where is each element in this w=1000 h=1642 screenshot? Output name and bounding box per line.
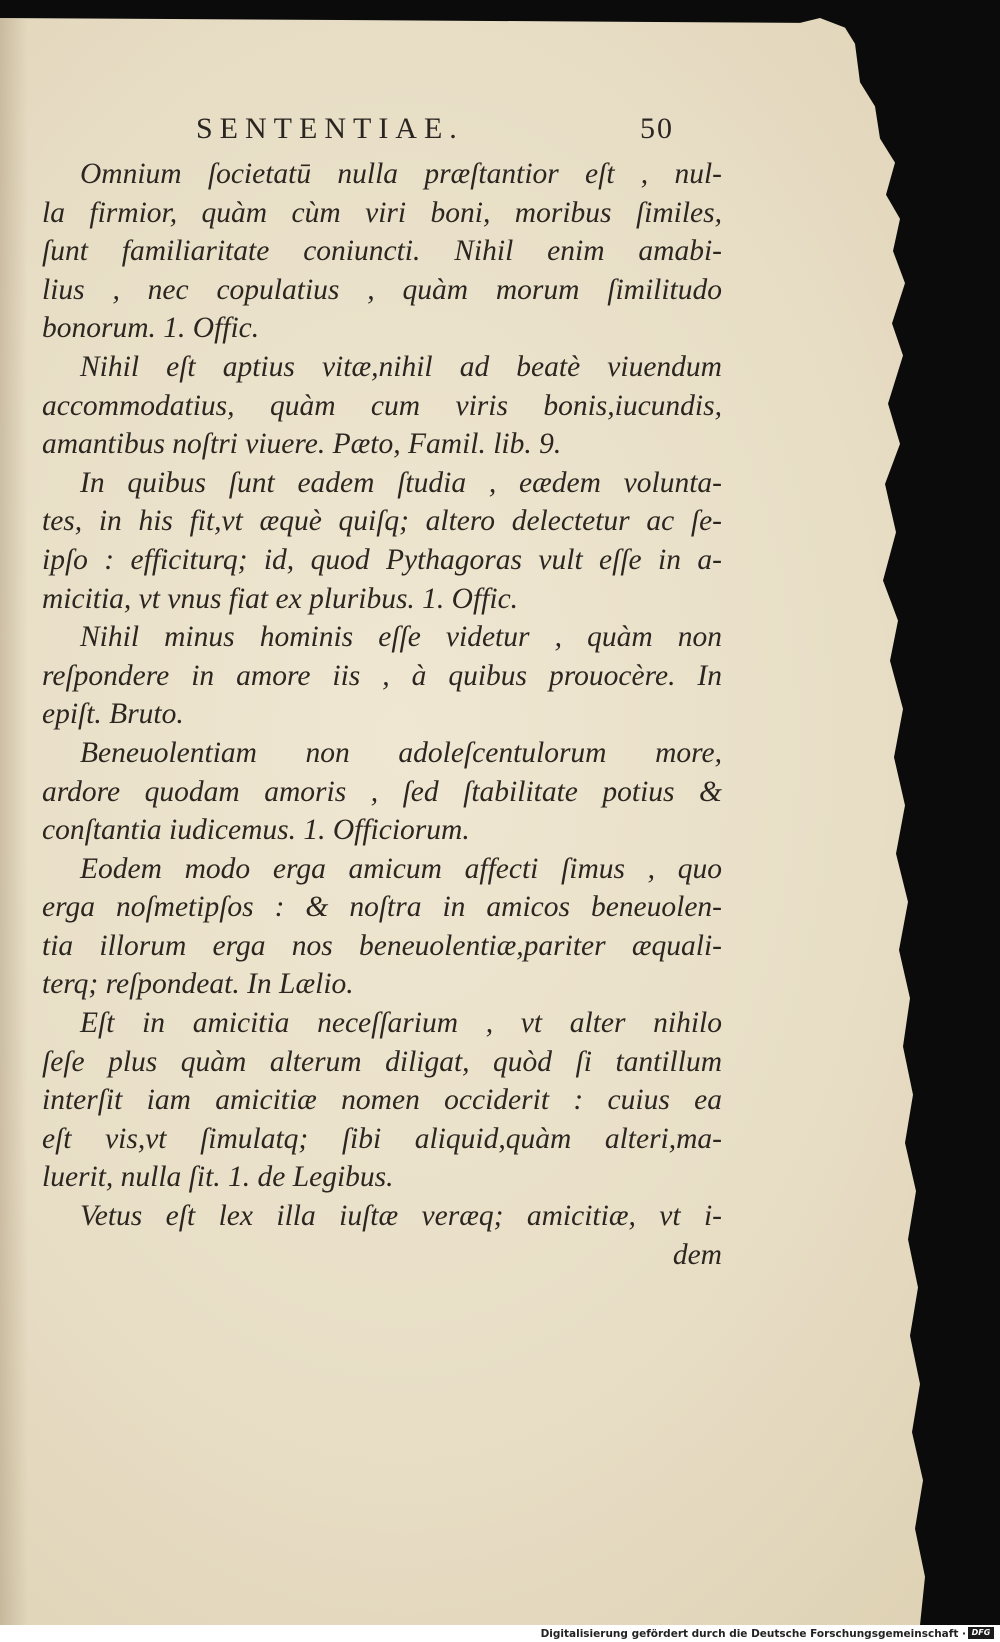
digitization-credit: Digitalisierung gefördert durch die Deutsche Forschungsgemeinschaft · (540, 1628, 966, 1640)
dfg-logo: DFG (968, 1627, 994, 1639)
text-line: lius , nec copulatius , quàm morum ſimilitudo (42, 273, 722, 306)
text-line: micitia, vt vnus fiat ex pluribus. 1. Offic. (42, 582, 519, 615)
text-line: tes, in his fit,vt æquè quiſq; altero delectetur ac ſe- (42, 505, 722, 538)
text-line: ſeſe plus quàm alterum diligat, quòd ſi tantillum (42, 1045, 722, 1078)
text-line: In quibus ſunt eadem ſtudia , eædem volunta- (80, 466, 722, 499)
text-line: Eſt in amicitia neceſſarium , vt alter nihilo (80, 1007, 722, 1040)
page-number: 50 (640, 112, 674, 145)
text-line: luerit, nulla ſit. 1. de Legibus. (42, 1161, 394, 1194)
text-line: Nihil eſt aptius vitæ,nihil ad beatè viuendum (80, 350, 722, 383)
text-line: Vetus eſt lex illa iuſtæ veræq; amicitiæ, vt i- (80, 1200, 722, 1233)
text-line: ardore quodam amoris , ſed ſtabilitate potius & (42, 775, 722, 808)
text-line: ipſo : efficiturq; id, quod Pythagoras vult eſſe in a- (42, 543, 722, 576)
text-line: ſunt familiaritate coniuncti. Nihil enim amabi- (42, 235, 722, 268)
text-line: dem (672, 1238, 722, 1271)
text-line: tia illorum erga nos beneuolentiæ,pariter æquali- (42, 929, 722, 962)
text-line: amantibus noſtri viuere. Pæto, Famil. lib. 9. (42, 428, 562, 461)
text-line: Omnium ſocietatū nulla præſtantior eſt , nul- (80, 158, 722, 190)
text-line: interſit iam amicitiæ nomen occiderit : cuius ea (42, 1084, 722, 1117)
text-line: Eodem modo erga amicum affecti ſimus , quo (80, 852, 722, 885)
gutter-shadow (0, 18, 28, 1625)
running-head-title: SENTENTIAE. (196, 112, 464, 145)
text-line: accommodatius, quàm cum viris bonis,iucundis, (42, 389, 722, 422)
text-line: erga noſmetipſos : & noſtra in amicos beneuolen- (42, 891, 722, 924)
text-line: eſt vis,vt ſimulatq; ſibi aliquid,quàm alteri,ma- (42, 1122, 722, 1155)
body-text (42, 155, 722, 1274)
text-line: terq; reſpondeat. In Lælio. (42, 968, 354, 1001)
text-line: bonorum. 1. Offic. (42, 312, 260, 345)
running-head (0, 112, 1000, 152)
text-line: la firmior, quàm cùm viri boni, moribus ſimiles, (42, 196, 722, 229)
text-line: epiſt. Bruto. (42, 698, 184, 731)
text-line: conſtantia iudicemus. 1. Officiorum. (42, 814, 470, 847)
text-line: Nihil minus hominis eſſe videtur , quàm non (80, 621, 722, 654)
text-line: Beneuolentiam non adoleſcentulorum more, (80, 736, 722, 769)
text-line: reſpondere in amore iis , à quibus prouocère. In (42, 659, 722, 692)
